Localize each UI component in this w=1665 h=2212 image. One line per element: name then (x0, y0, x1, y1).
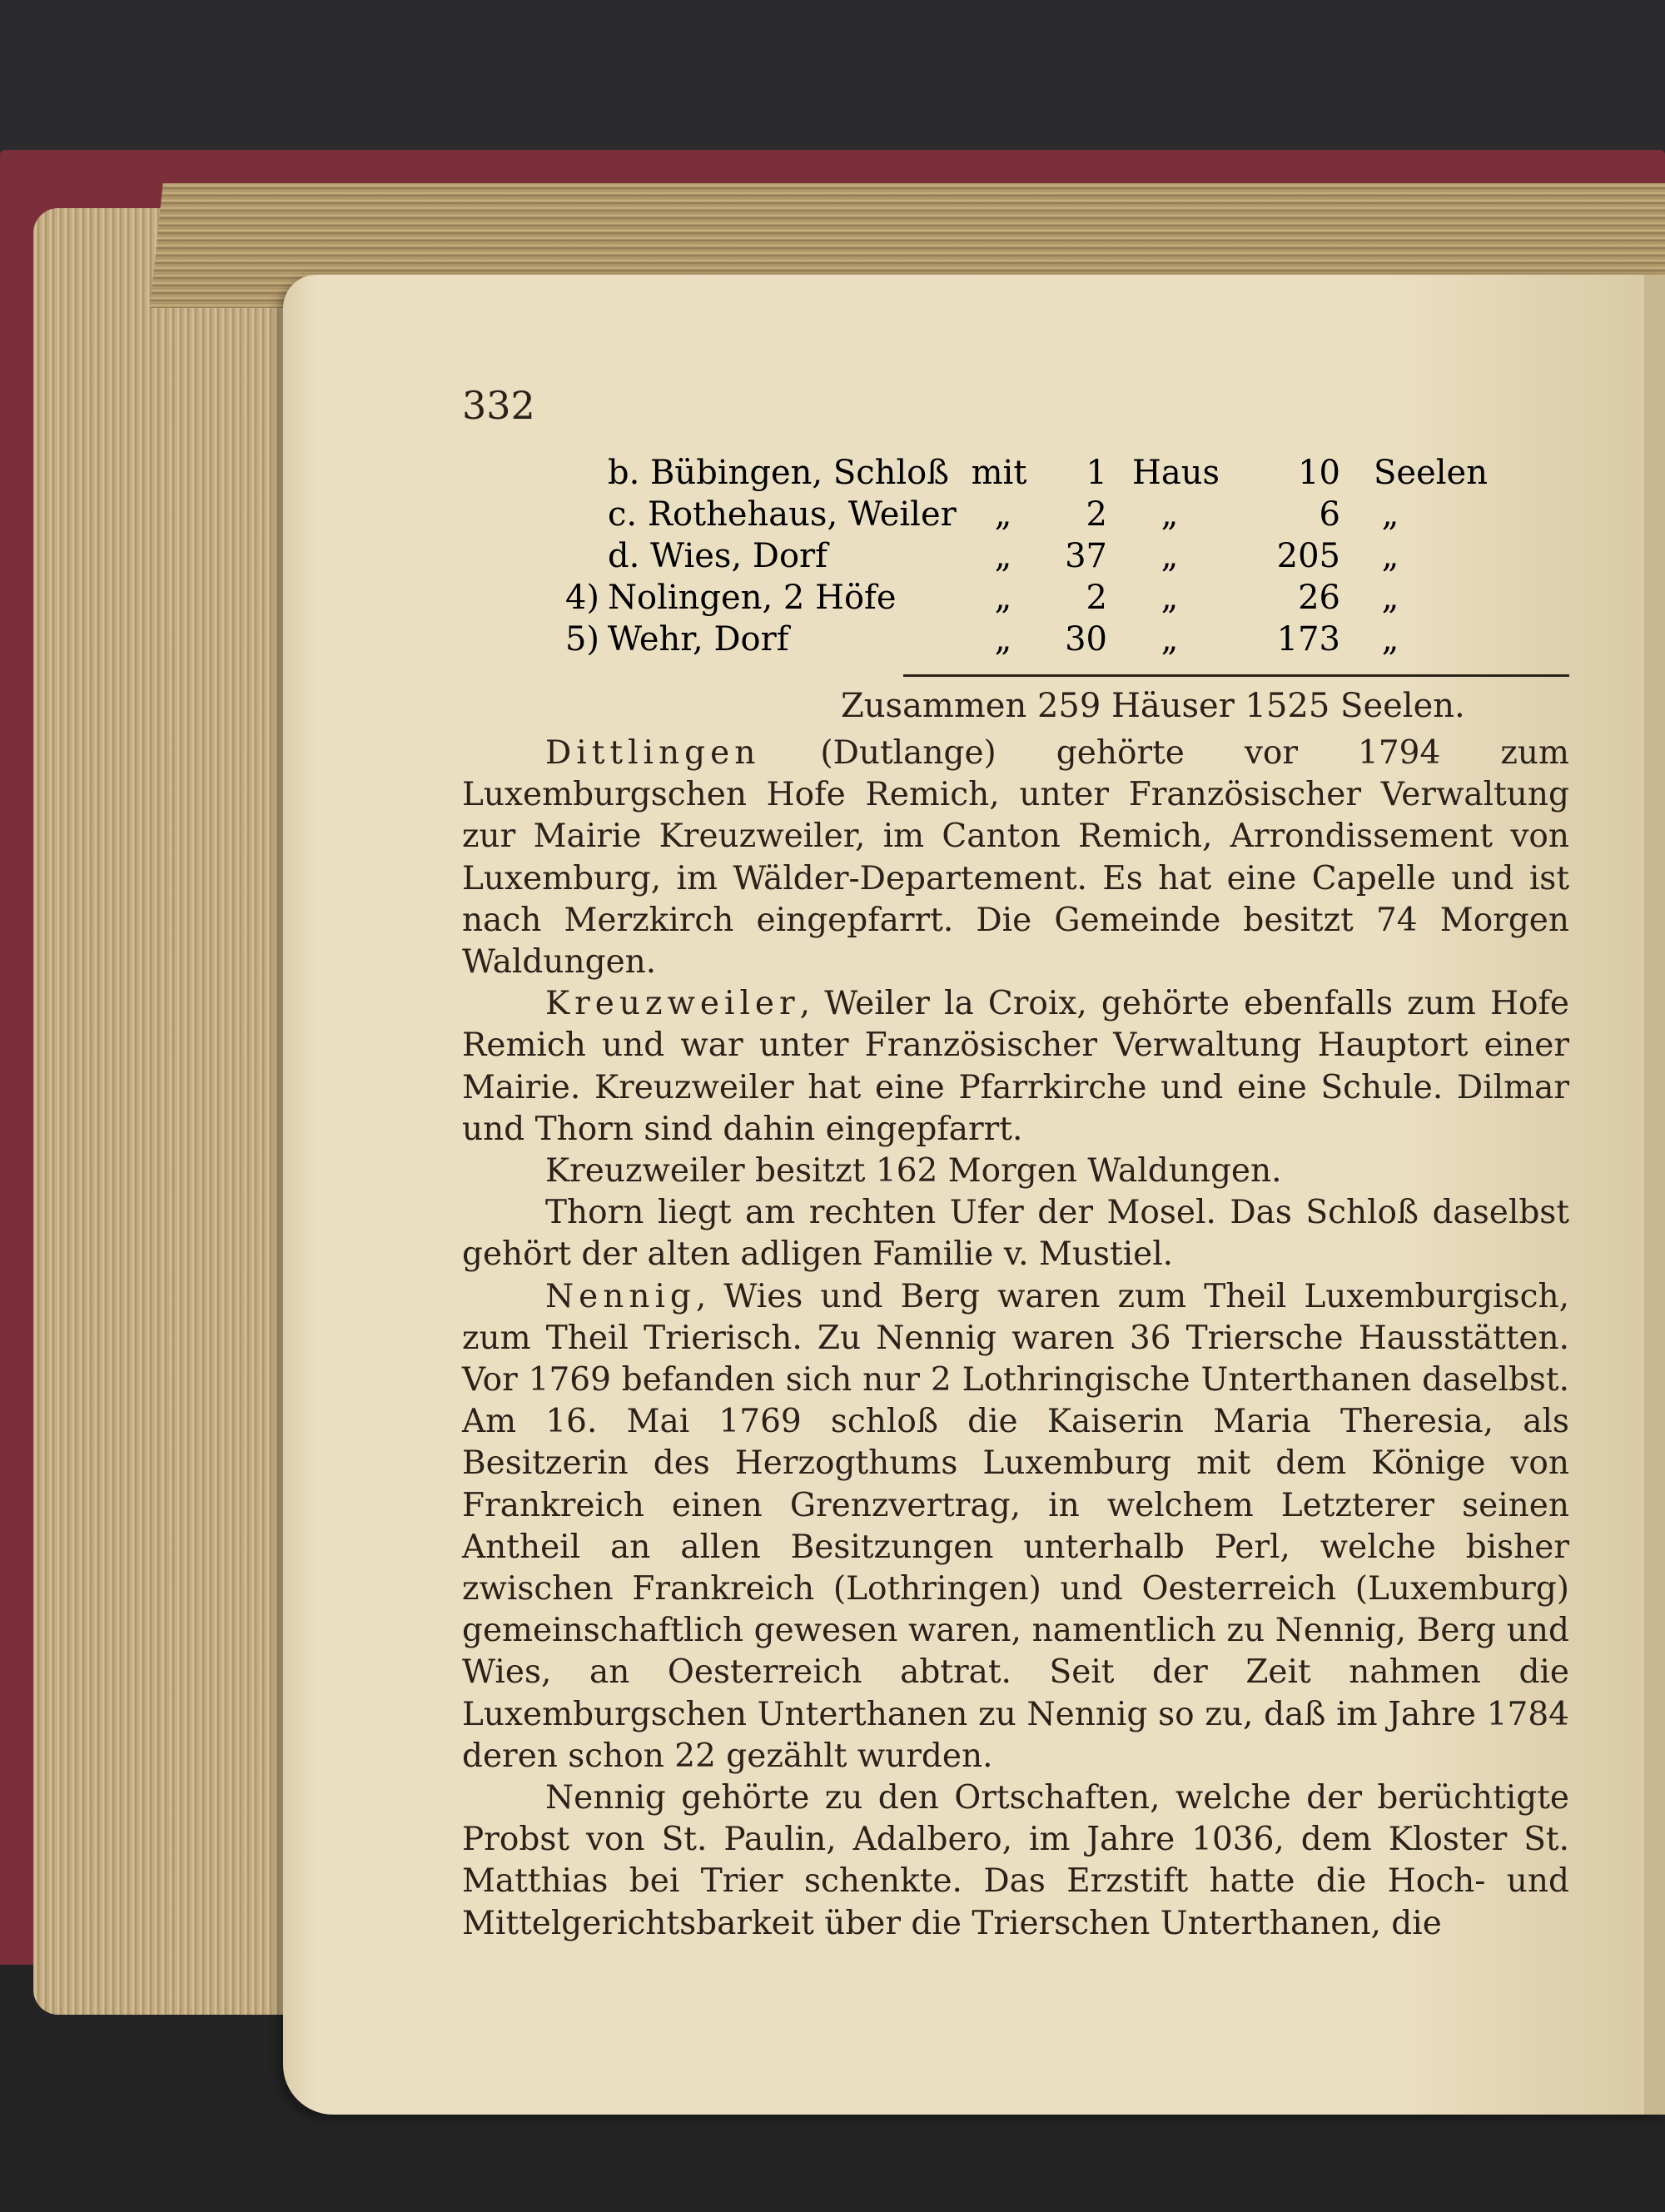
paragraph (462, 1151, 1569, 1192)
houses-count: 30 (1065, 620, 1107, 659)
place-name: Wehr, Dorf (608, 620, 789, 659)
souls-unit: „ (1381, 620, 1399, 659)
paragraph (462, 1276, 1569, 1777)
row-prefix: „ (994, 620, 1012, 659)
row-number: 4) (564, 579, 599, 617)
paragraph (462, 1777, 1569, 1945)
row-prefix: mit (971, 454, 1027, 492)
souls-count: 10 (1298, 454, 1340, 492)
paragraph-text: Nennig gehörte zu den Ortschaften, welche der berüchtigte Probst von St. Paulin, Adalbero, im Jahre 1036, dem Kloster St. Matthias bei Trier schenkte. Das Erzstift hatte die Hoch- und Mittelgerichtsbarkeit über die Trierschen Unterthanen, die (462, 1779, 1569, 1942)
place-name: c. Rothehaus, Weiler (608, 495, 957, 534)
population-table (533, 454, 1573, 662)
souls-unit: „ (1381, 537, 1399, 575)
souls-count: 26 (1298, 579, 1340, 617)
table-total: Zusammen 259 Häuser 1525 Seelen. (841, 687, 1465, 725)
table-row (533, 454, 1573, 495)
houses-count: 2 (1086, 579, 1107, 617)
paragraph-text: , Weiler la Croix, gehörte ebenfalls zum Hofe Remich und war unter Französischer Verwaltung Hauptort einer Mairie. Kreuzweiler hat eine Pfarrkirche und eine Schule. Dilmar und Thorn sind dahin eingepfarrt. (462, 985, 1569, 1148)
paragraph-lead: Nennig (545, 1277, 696, 1315)
souls-unit: Seelen (1374, 454, 1488, 492)
houses-unit: „ (1161, 620, 1179, 659)
souls-count: 205 (1276, 537, 1340, 575)
houses-count: 2 (1086, 495, 1107, 534)
place-name: Nolingen, 2 Höfe (608, 579, 897, 617)
houses-unit: „ (1161, 495, 1179, 534)
row-prefix: „ (994, 537, 1012, 575)
souls-count: 6 (1319, 495, 1340, 534)
row-prefix: „ (994, 579, 1012, 617)
table-row (533, 579, 1573, 620)
souls-count: 173 (1276, 620, 1340, 659)
paragraph-text: Kreuzweiler besitzt 162 Morgen Waldungen. (545, 1152, 1282, 1191)
souls-unit: „ (1381, 579, 1399, 617)
page-number: 332 (462, 383, 535, 428)
place-name: b. Bübingen, Schloß (608, 454, 949, 492)
houses-unit: Haus (1132, 454, 1220, 492)
place-name: d. Wies, Dorf (608, 537, 828, 575)
page-stack-left (33, 208, 308, 2015)
table-row (533, 620, 1573, 662)
paragraph-lead: Kreuzweiler (545, 985, 800, 1023)
paragraph-text: (Dutlange) gehörte vor 1794 zum Luxemburgschen Hofe Remich, unter Französischer Verwaltung zur Mairie Kreuzweiler, im Canton Remich, Arrondissement von Luxemburg, im Wälder-Departement. Es hat eine Capelle und ist nach Merzkirch eingepfarrt. Die Gemeinde besitzt 74 Morgen Waldungen. (462, 734, 1569, 982)
row-number: 5) (564, 620, 599, 659)
paragraph (462, 733, 1569, 983)
houses-unit: „ (1161, 579, 1179, 617)
houses-count: 1 (1086, 454, 1107, 492)
souls-unit: „ (1381, 495, 1399, 534)
paragraph-lead: Dittlingen (545, 734, 761, 772)
houses-unit: „ (1161, 537, 1179, 575)
paragraph (462, 1192, 1569, 1275)
facing-page-edge (1644, 275, 1665, 2115)
paragraph-text: , Wies und Berg waren zum Theil Luxemburgisch, zum Theil Trierisch. Zu Nennig waren 36 Triersche Hausstätten. Vor 1769 befanden sich nur 2 Lothringische Unterthanen daselbst. Am 16. Mai 1769 schloß die Kaiserin Maria Theresia, als Besitzerin des Herzogthums Luxemburg mit dem Könige von Frankreich einen Grenzvertrag, in welchem Letzterer seinen Antheil an allen Besitzungen unterhalb Perl, welche bisher zwischen Frankreich (Lothringen) und Oesterreich (Luxemburg) gemeinschaftlich gewesen waren, namentlich zu Nennig, Berg und Wies, an Oesterreich abtrat. Seit der Zeit nahmen die Luxemburgschen Unterthanen zu Nennig so zu, daß im Jahre 1784 deren schon 22 gezählt wurden. (462, 1277, 1569, 1775)
table-row (533, 537, 1573, 579)
paragraph-text: Thorn liegt am rechten Ufer der Mosel. Das Schloß daselbst gehört der alten adligen Familie v. Mustiel. (462, 1194, 1569, 1274)
table-row (533, 495, 1573, 537)
paragraph (462, 983, 1569, 1151)
body-text (462, 733, 1569, 1945)
table-total-rule (903, 674, 1569, 677)
houses-count: 37 (1065, 537, 1107, 575)
row-prefix: „ (994, 495, 1012, 534)
